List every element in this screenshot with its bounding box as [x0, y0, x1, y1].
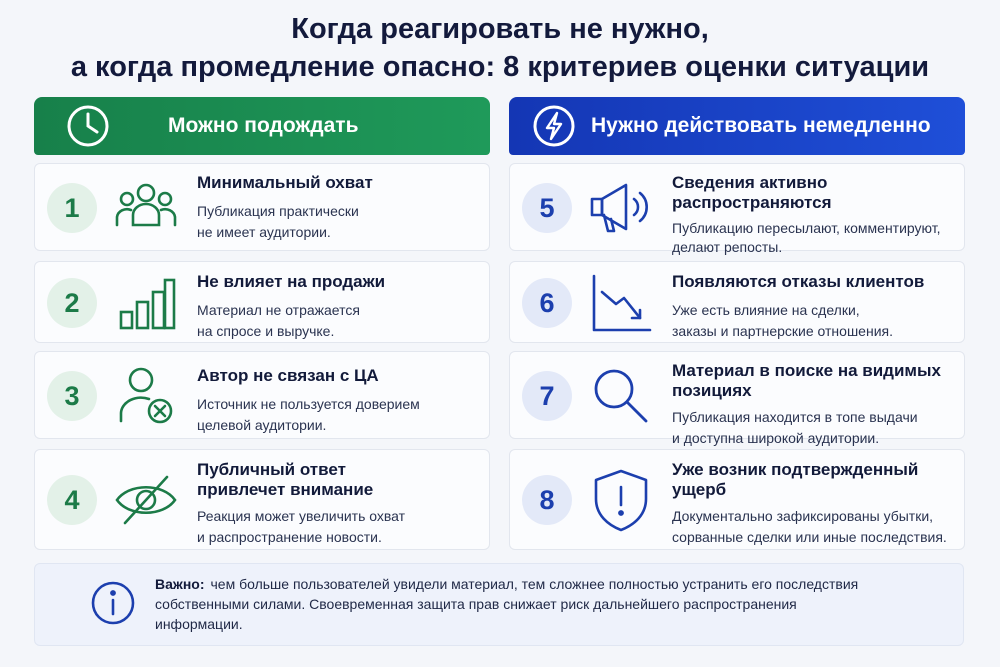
title-line-1: Когда реагировать не нужно,	[291, 13, 709, 45]
criterion-number: 2	[47, 278, 97, 328]
wait-header	[34, 97, 490, 155]
act-header	[509, 97, 965, 155]
shield-alert-icon	[588, 467, 654, 533]
criterion-description: Публикация находится в топе выдачи и доступна широкой аудитории.	[672, 409, 918, 446]
criterion-description: Материал не отражается на спросе и выручке.	[197, 302, 360, 339]
search-icon	[588, 363, 654, 429]
criterion-card-5	[509, 163, 965, 255]
megaphone-icon	[588, 175, 654, 241]
criterion-description: Документально зафиксированы убытки, сорванные сделки или иные последствия.	[672, 508, 947, 545]
lightning-icon	[529, 101, 579, 151]
wait-header-label: Можно подождать	[168, 114, 359, 137]
criterion-card-8	[509, 449, 965, 550]
criterion-description: Уже есть влияние на сделки, заказы и партнерские отношения.	[672, 302, 893, 339]
trend-down-icon	[588, 270, 654, 336]
note-label: Важно:	[155, 576, 205, 592]
note-text: чем больше пользователей увидели материал, тем сложнее полностью устранить его последствия собственными силами. Своевременная защита прав снижает риск дальнейшего распространения информации.	[155, 576, 859, 632]
criterion-title: Материал в поиске на видимых позициях	[672, 361, 941, 400]
criterion-title: Сведения активно распространяются	[672, 173, 832, 212]
criterion-description: Источник не пользуется доверием целевой аудитории.	[197, 396, 420, 433]
bar-chart-icon	[113, 270, 179, 336]
criterion-card-2	[34, 261, 490, 343]
criterion-card-4	[34, 449, 490, 550]
important-note	[34, 563, 964, 646]
criterion-number: 1	[47, 183, 97, 233]
criterion-card-7	[509, 351, 965, 446]
criterion-description: Публикация практически не имеет аудитории.	[197, 203, 359, 240]
criterion-description: Реакция может увеличить охват и распространение новости.	[197, 508, 406, 545]
criterion-number: 8	[522, 475, 572, 525]
page-title	[0, 10, 1000, 86]
criterion-number: 6	[522, 278, 572, 328]
people-icon	[113, 175, 179, 241]
criterion-number: 7	[522, 371, 572, 421]
title-line-2: а когда промедление опасно: 8 критериев оценки ситуации	[70, 51, 930, 83]
criterion-number: 5	[522, 183, 572, 233]
criterion-card-6	[509, 261, 965, 343]
criterion-title: Минимальный охват	[197, 173, 373, 192]
criterion-card-1	[34, 163, 490, 251]
criterion-title: Автор не связан с ЦА	[197, 366, 379, 385]
criterion-title: Уже возник подтвержденный ущерб	[672, 460, 919, 499]
criterion-description: Публикацию пересылают, комментируют, делают репосты.	[672, 220, 941, 255]
criterion-number: 3	[47, 371, 97, 421]
criterion-title: Появляются отказы клиентов	[672, 272, 925, 291]
info-icon	[90, 580, 136, 626]
clock-icon	[63, 101, 113, 151]
user-x-icon	[113, 363, 179, 429]
criterion-number: 4	[47, 475, 97, 525]
criterion-title: Публичный ответ привлечет внимание	[197, 460, 374, 499]
act-column	[509, 97, 965, 545]
criterion-title: Не влияет на продажи	[197, 272, 386, 291]
wait-column	[34, 97, 490, 545]
act-header-label: Нужно действовать немедленно	[591, 114, 931, 137]
eye-off-icon	[113, 467, 179, 533]
criterion-card-3	[34, 351, 490, 439]
